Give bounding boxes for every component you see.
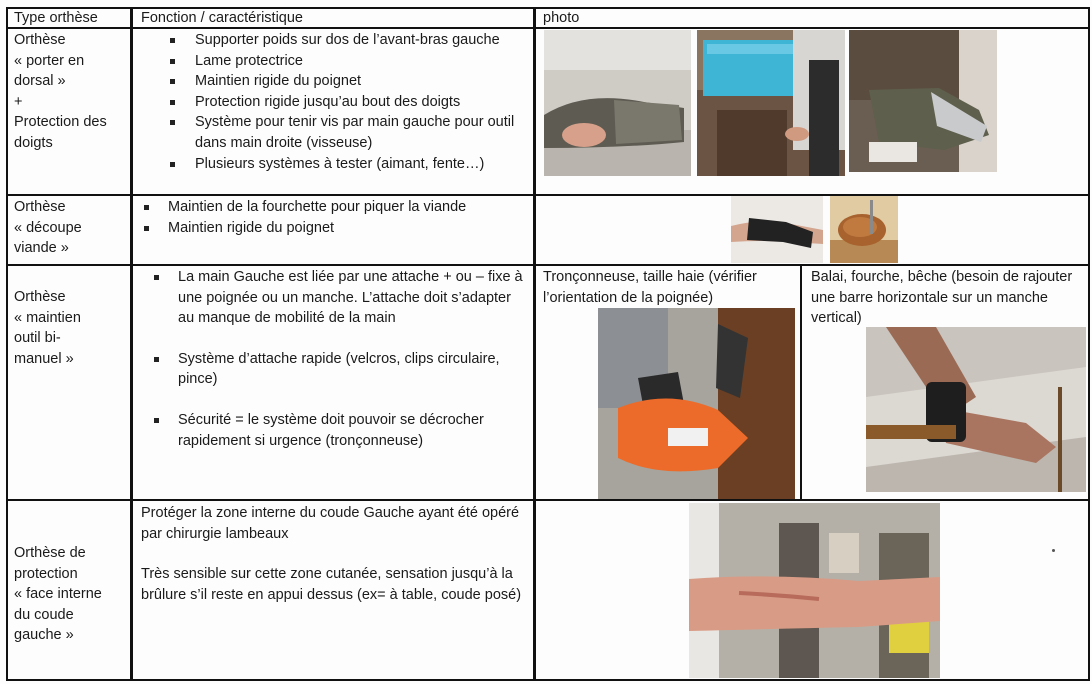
type-line: Protection des [14,114,107,131]
row2-function [144,197,529,238]
type-line: dorsal » [14,73,66,90]
header-photo: photo [543,10,580,26]
type-line: « face interne [14,586,102,603]
photo-split-separator [800,264,802,500]
function-bullet: Système pour tenir vis par main gauche pour outil dans main droite (visseuse) [167,112,527,153]
table-border-bottom [6,679,1090,681]
type-line: « découpe [14,219,82,236]
row-separator-2 [6,264,1090,266]
type-line: doigts [14,134,53,151]
column-separator-2 [533,7,536,681]
row2-type [14,197,126,259]
scan-speck [1052,549,1055,552]
header-function: Fonction / caractéristique [141,10,303,26]
type-line: gauche » [14,627,74,644]
type-line: protection [14,565,78,582]
function-bullet: Plusieurs systèmes à tester (aimant, fente…) [167,154,527,175]
table-border-left [6,7,8,681]
row4-function [141,503,526,605]
function-bullet: Maintien rigide du poignet [144,218,529,239]
photo-carrying-blue-crate [697,30,845,176]
row1-type [14,30,126,154]
type-line: outil bi- [14,330,61,347]
function-bullet: Sécurité = le système doit pouvoir se décrocher rapidement si urgence (tronçonneuse) [154,410,524,451]
table-border-right [1088,7,1090,681]
row3-function [154,267,524,451]
type-line: Orthèse [14,199,66,215]
header-type: Type orthèse [14,10,98,26]
type-line: du coude [14,606,74,623]
type-line: viande » [14,240,69,257]
type-line: « porter en [14,52,85,69]
type-line: Orthèse [14,289,66,305]
type-line: + [14,93,23,110]
type-line: Orthèse [14,32,66,48]
row-separator-3 [6,499,1090,501]
row3-caption-chainsaw: Tronçonneuse, taille haie (vérifier l’orientation de la poignée) [543,269,757,306]
photo-meat-cutting [830,196,898,263]
photo-wrist-brace [731,196,823,263]
column-separator-1 [130,7,133,681]
function-bullet: Maintien de la fourchette pour piquer la viande [144,197,529,218]
row4-type [14,543,126,646]
photo-inner-elbow-scar [689,503,940,678]
photo-broom-handle-strap [866,327,1086,492]
type-line: Orthèse de [14,545,86,561]
function-bullet: Supporter poids sur dos de l’avant-bras gauche [167,30,527,51]
function-paragraph: Protéger la zone interne du coude Gauche ayant été opéré par chirurgie lambeaux [141,505,520,542]
photo-dorsal-orthosis-arm [544,30,691,176]
function-bullet: Protection rigide jusqu’au bout des doigts [167,92,527,113]
type-line: « maintien [14,309,81,326]
row3-type [14,287,126,369]
function-paragraph: Très sensible sur cette zone cutanée, sensation jusqu’à la brûlure s’il reste en appui dessus (ex= à table, coude posé) [141,566,522,603]
row-separator-1 [6,194,1090,196]
function-bullet: Maintien rigide du poignet [167,71,527,92]
row1-function [167,30,527,174]
row3-caption-broom: Balai, fourche, bêche (besoin de rajouter une barre horizontale sur un manche vertical) [811,269,1073,327]
type-line: manuel » [14,350,74,367]
function-bullet: Système d’attache rapide (velcros, clips circulaire, pince) [154,349,524,390]
photo-hedge-trimmer [598,308,795,499]
function-bullet: La main Gauche est liée par une attache + ou – fixe à une poignée ou un manche. L’attache doit s’adapter au manque de mobilité de la main [154,267,524,329]
photo-orthosis-with-blade [849,30,997,172]
function-bullet: Lame protectrice [167,51,527,72]
